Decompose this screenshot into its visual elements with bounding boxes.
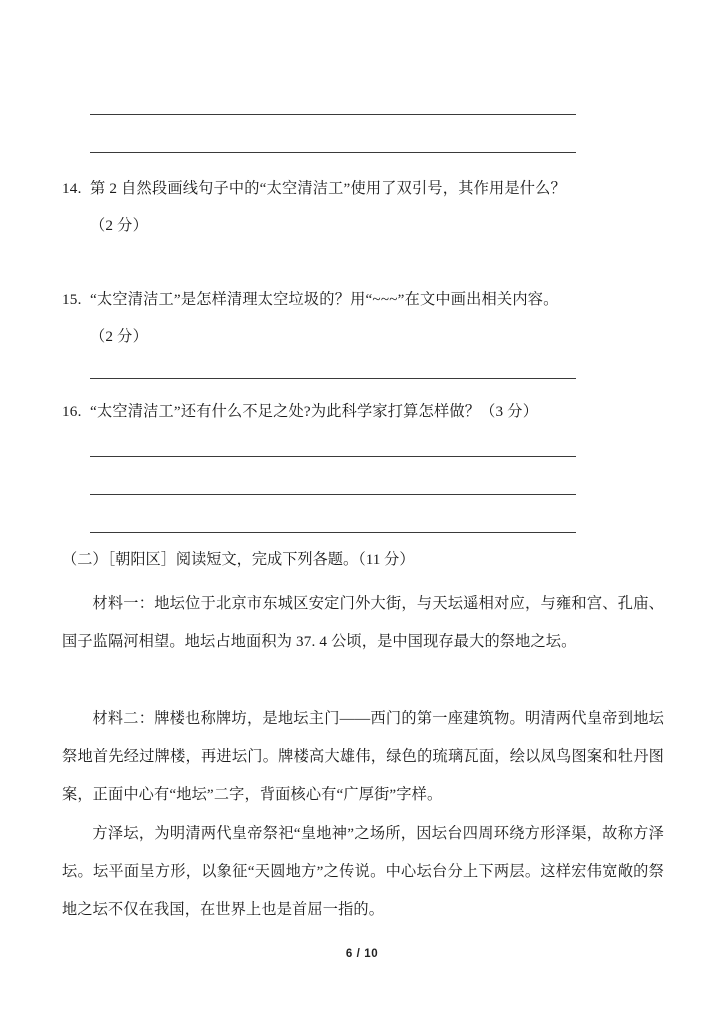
question-14-body: 第 2 自然段画线句子中的“太空清洁工”使用了双引号，其作用是什么？ — [90, 180, 566, 197]
section-heading: （二）［朝阳区］阅读短文，完成下列各题。（11 分） — [62, 551, 415, 568]
question-15 — [62, 281, 664, 355]
question-16-text — [62, 393, 664, 430]
question-15-marks: （2 分） — [90, 328, 148, 345]
question-15-number: 15. — [62, 291, 82, 308]
question-14 — [62, 170, 664, 244]
passage-paragraph-3: 方泽坛，为明清两代皇帝祭祀“皇地神”之场所，因坛台四周环绕方形泽渠，故称方泽坛。坛平面呈方形，以象征“天圆地方”之传说。中心坛台分上下两层。这样宏伟宽敞的祭地之坛不仅在我国，在世界上也是首屈一指的。 — [62, 825, 664, 918]
answer-rule — [90, 114, 576, 115]
answer-rule — [90, 532, 576, 533]
question-14-text — [62, 170, 664, 207]
answer-rule — [90, 494, 576, 495]
question-16 — [62, 393, 664, 430]
passage-paragraph-2: 材料二：牌楼也称牌坊，是地坛主门——西门的第一座建筑物。明清两代皇帝到地坛祭地首先经过牌楼，再进坛门。牌楼高大雄伟，绿色的琉璃瓦面，绘以凤鸟图案和牡丹图案，正面中心有“地坛”二字，背面核心有“广厚街”字样。 — [62, 710, 664, 803]
question-16-number: 16. — [62, 403, 82, 420]
passage-paragraph-1: 材料一：地坛位于北京市东城区安定门外大街，与天坛遥相对应，与雍和宫、孔庙、国子监隔河相望。地坛占地面积为 37. 4 公顷，是中国现存最大的祭地之坛。 — [62, 595, 664, 650]
question-16-body: “太空清洁工”还有什么不足之处?为此科学家打算怎样做？（3 分） — [90, 403, 539, 420]
answer-rule — [90, 378, 576, 379]
page-footer: 6 / 10 — [345, 948, 379, 960]
answer-rule — [90, 152, 576, 153]
question-14-marks: （2 分） — [90, 217, 148, 234]
answer-rule — [90, 456, 576, 457]
question-15-text — [62, 281, 664, 318]
question-14-number: 14. — [62, 180, 82, 197]
question-15-body: “太空清洁工”是怎样清理太空垃圾的？用“~~~”在文中画出相关内容。 — [90, 291, 559, 308]
